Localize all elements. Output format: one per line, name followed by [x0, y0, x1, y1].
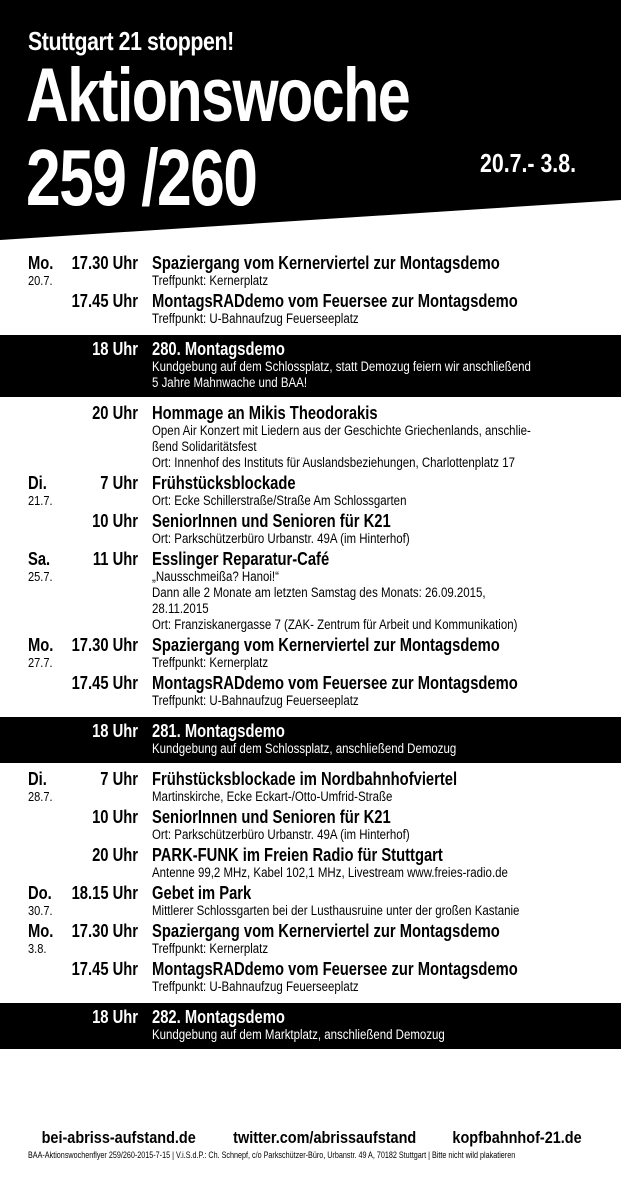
event-when — [0, 959, 152, 995]
event-detail-line: 5 Jahre Mahnwache und BAA! — [152, 375, 308, 390]
event-title: SeniorInnen und Senioren für K21 — [152, 511, 391, 531]
event-title: Frühstücksblockade im Nordbahnhofviertel — [152, 769, 458, 789]
event-row — [0, 253, 621, 291]
event-day: Di. — [28, 473, 47, 493]
event-when — [0, 807, 152, 843]
event-date: 27.7. — [28, 655, 53, 670]
event-detail-line: Mittlerer Schlossgarten bei der Lusthausruine unter der großen Kastanie — [152, 903, 520, 918]
event-detail-line: Ort: Parkschützerbüro Urbanstr. 49A (im Hinterhof) — [152, 531, 410, 546]
event-time: 17.45 Uhr — [71, 673, 138, 693]
header-date-range: 20.7.- 3.8. — [480, 148, 577, 178]
event-details — [152, 673, 621, 709]
event-detail-line: Ort: Innenhof des Instituts für Auslandsbeziehungen, Charlottenplatz 17 — [152, 455, 515, 470]
event-when — [0, 253, 152, 289]
event-detail-line: Treffpunkt: Kernerplatz — [152, 273, 269, 288]
event-details — [152, 845, 621, 881]
event-row — [0, 883, 621, 921]
event-time: 7 Uhr — [100, 473, 138, 493]
event-details — [152, 1007, 621, 1043]
event-when — [0, 291, 152, 327]
event-date: 28.7. — [28, 789, 53, 804]
event-time: 7 Uhr — [100, 769, 138, 789]
event-day: Di. — [28, 769, 47, 789]
event-title: Hommage an Mikis Theodorakis — [152, 403, 378, 423]
event-detail-line: Kundgebung auf dem Schlossplatz, anschließend Demozug — [152, 741, 457, 756]
event-detail-line: Ort: Parkschützerbüro Urbanstr. 49A (im Hinterhof) — [152, 827, 410, 842]
event-when — [0, 845, 152, 881]
event-details — [152, 921, 621, 957]
event-time: 18.15 Uhr — [71, 883, 138, 903]
footer-links — [28, 1128, 593, 1148]
event-detail-line: 28.11.2015 — [152, 601, 209, 616]
event-day: Mo. — [28, 921, 54, 941]
event-detail-line: Kundgebung auf dem Schlossplatz, statt Demozug feiern wir anschließend — [152, 359, 531, 374]
event-detail-line: Ort: Ecke Schillerstraße/Straße Am Schlossgarten — [152, 493, 407, 508]
event-time: 17.30 Uhr — [71, 635, 138, 655]
event-time: 18 Uhr — [92, 1007, 138, 1027]
event-when — [0, 403, 152, 471]
event-list — [0, 253, 621, 1055]
event-details — [152, 883, 621, 919]
event-row — [0, 959, 621, 997]
header-banner — [0, 0, 621, 240]
footer-link-twitter[interactable]: twitter.com/abrissaufstand — [233, 1128, 417, 1147]
header-number: 259 /260 — [26, 133, 257, 222]
event-row — [0, 291, 621, 329]
event-details — [152, 959, 621, 995]
event-day: Mo. — [28, 253, 54, 273]
event-detail-line: Dann alle 2 Monate am letzten Samstag des Monats: 26.09.2015, — [152, 585, 486, 600]
event-date: 3.8. — [28, 941, 47, 956]
event-time: 20 Uhr — [92, 403, 138, 423]
event-row — [0, 673, 621, 711]
event-day: Sa. — [28, 549, 51, 569]
event-time: 17.45 Uhr — [71, 959, 138, 979]
event-detail-line: Treffpunkt: U-Bahnaufzug Feuerseeplatz — [152, 311, 359, 326]
event-detail-line: ßend Solidaritätsfest — [152, 439, 257, 454]
event-details — [152, 549, 621, 633]
event-details — [152, 253, 621, 289]
event-row-highlight — [0, 717, 621, 763]
event-when — [0, 921, 152, 957]
event-row-highlight — [0, 335, 621, 397]
event-row — [0, 635, 621, 673]
event-date: 21.7. — [28, 493, 53, 508]
event-title: 280. Montagsdemo — [152, 339, 285, 359]
event-title: Spaziergang vom Kernerviertel zur Montagsdemo — [152, 253, 500, 273]
event-title: Esslinger Reparatur-Café — [152, 549, 330, 569]
event-detail-line: „Nausschmeißa? Hanoi!“ — [152, 569, 279, 584]
event-row — [0, 403, 621, 473]
event-when — [0, 721, 152, 757]
event-day: Do. — [28, 883, 52, 903]
event-time: 17.30 Uhr — [71, 921, 138, 941]
event-day: Mo. — [28, 635, 54, 655]
footer-link-website[interactable]: bei-abriss-aufstand.de — [41, 1128, 196, 1147]
event-when — [0, 339, 152, 391]
event-title: Spaziergang vom Kernerviertel zur Montagsdemo — [152, 921, 500, 941]
event-title: 281. Montagsdemo — [152, 721, 285, 741]
event-title: PARK-FUNK im Freien Radio für Stuttgart — [152, 845, 443, 865]
event-row — [0, 549, 621, 635]
event-detail-line: Treffpunkt: Kernerplatz — [152, 941, 269, 956]
event-when — [0, 673, 152, 709]
event-when — [0, 549, 152, 633]
event-time: 17.45 Uhr — [71, 291, 138, 311]
event-date: 30.7. — [28, 903, 53, 918]
event-row — [0, 511, 621, 549]
event-time: 10 Uhr — [92, 511, 138, 531]
event-when — [0, 883, 152, 919]
event-row-highlight — [0, 1003, 621, 1049]
event-row — [0, 845, 621, 883]
event-time: 17.30 Uhr — [71, 253, 138, 273]
event-title: 282. Montagsdemo — [152, 1007, 285, 1027]
event-details — [152, 769, 621, 805]
event-details — [152, 473, 621, 509]
event-time: 18 Uhr — [92, 721, 138, 741]
event-row — [0, 769, 621, 807]
event-when — [0, 511, 152, 547]
event-when — [0, 769, 152, 805]
event-detail-line: Ort: Franziskanergasse 7 (ZAK- Zentrum für Arbeit und Kommunikation) — [152, 617, 518, 632]
event-details — [152, 511, 621, 547]
event-title: Gebet im Park — [152, 883, 252, 903]
event-detail-line: Kundgebung auf dem Marktplatz, anschließend Demozug — [152, 1027, 445, 1042]
event-when — [0, 473, 152, 509]
event-details — [152, 403, 621, 471]
footer-imprint: BAA-Aktionswochenflyer 259/260-2015-7-15 | V.i.S.d.P.: Ch. Schnepf, c/o Parkschützer-Büro, Urbanstr. 49 A, 70182 Stuttgart | Bitte nicht wild plakatieren — [28, 1150, 516, 1160]
event-detail-line: Open Air Konzert mit Liedern aus der Geschichte Griechenlands, anschlie- — [152, 423, 531, 438]
event-date: 20.7. — [28, 273, 53, 288]
event-row — [0, 921, 621, 959]
event-title: MontagsRADdemo vom Feuersee zur Montagsdemo — [152, 291, 518, 311]
event-date: 25.7. — [28, 569, 53, 584]
event-row — [0, 807, 621, 845]
event-details — [152, 339, 621, 391]
header-subtitle: Stuttgart 21 stoppen! — [28, 26, 234, 56]
event-details — [152, 807, 621, 843]
event-time: 18 Uhr — [92, 339, 138, 359]
header-title: Aktionswoche — [26, 53, 410, 138]
event-title: MontagsRADdemo vom Feuersee zur Montagsdemo — [152, 959, 518, 979]
event-time: 20 Uhr — [92, 845, 138, 865]
event-details — [152, 721, 621, 757]
event-details — [152, 291, 621, 327]
event-details — [152, 635, 621, 671]
event-time: 11 Uhr — [92, 549, 138, 569]
event-detail-line: Treffpunkt: U-Bahnaufzug Feuerseeplatz — [152, 693, 359, 708]
event-detail-line: Treffpunkt: U-Bahnaufzug Feuerseeplatz — [152, 979, 359, 994]
event-title: Frühstücksblockade — [152, 473, 296, 493]
event-time: 10 Uhr — [92, 807, 138, 827]
event-detail-line: Martinskirche, Ecke Eckart-/Otto-Umfrid-Straße — [152, 789, 393, 804]
event-title: MontagsRADdemo vom Feuersee zur Montagsdemo — [152, 673, 518, 693]
event-when — [0, 1007, 152, 1043]
event-row — [0, 473, 621, 511]
event-detail-line: Treffpunkt: Kernerplatz — [152, 655, 269, 670]
footer-link-kopfbahnhof[interactable]: kopfbahnhof-21.de — [452, 1128, 582, 1147]
event-title: Spaziergang vom Kernerviertel zur Montagsdemo — [152, 635, 500, 655]
event-detail-line: Antenne 99,2 MHz, Kabel 102,1 MHz, Livestream www.freies-radio.de — [152, 865, 508, 880]
event-when — [0, 635, 152, 671]
event-title: SeniorInnen und Senioren für K21 — [152, 807, 391, 827]
